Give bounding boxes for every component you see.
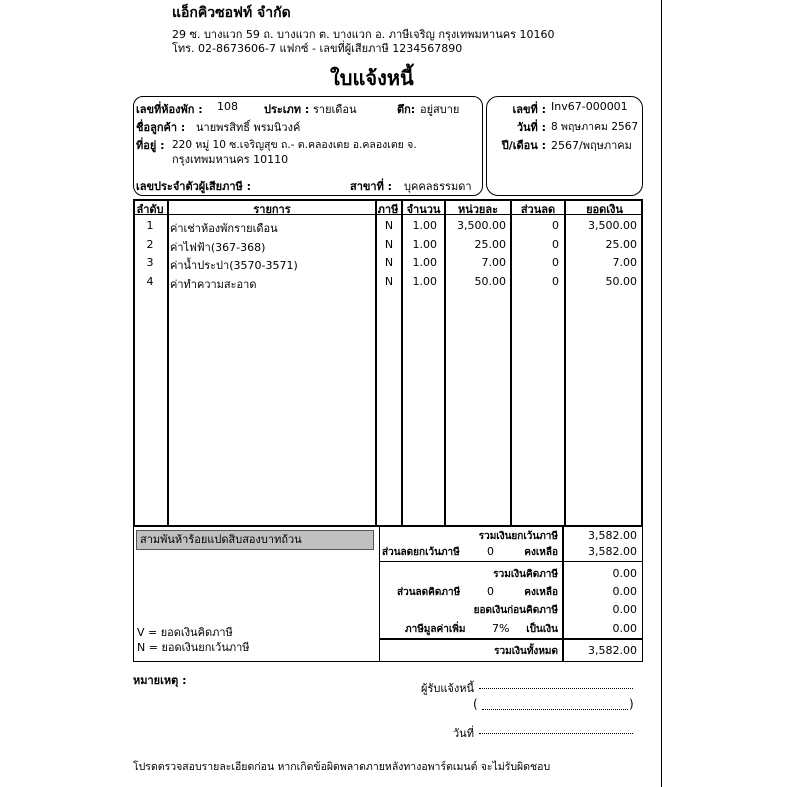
row-3-qty: 1.00 [412,256,437,269]
row-2-no: 2 [146,238,154,251]
doc-date-value: 8 พฤษภาคม 2567 [551,121,639,133]
row-1-amount: 3,500.00 [588,219,637,232]
doc-no-value: Inv67-000001 [551,100,628,113]
vat-remain-label: คงเหลือ [524,587,558,598]
vat-total-value: 0.00 [612,567,637,580]
type-value: รายเดือน [313,103,357,116]
col-header-amount: ยอดเงิน [586,203,623,216]
summary-bottom-border [133,661,643,662]
company-address: 29 ซ. บางแวก 59 ถ. บางแวก ต. บางแวก อ. ภาษีเจริญ กรุงเทพมหานคร 10160 [172,28,555,41]
row-3-vat: N [384,256,394,269]
vat-rate: 7% [492,622,510,635]
sign-date-label: วันที่ [453,727,474,740]
vat-remain-value: 0.00 [612,585,637,598]
row-2-price: 25.00 [474,238,506,251]
taxid-label: เลขประจำตัวผู้เสียภาษี : [136,180,252,193]
nonvat-disc-value: 0 [487,545,494,558]
row-1-qty: 1.00 [412,219,437,232]
summary-mid-divider [379,527,380,662]
summary-sep-2 [379,638,643,640]
doc-date-label: วันที่ : [516,121,546,134]
vat-disc-label: ส่วนลดคิดภาษี [397,587,461,598]
receiver-name-line [482,709,628,710]
row-3-price: 7.00 [481,256,506,269]
col-header-qty: จำนวน [406,203,441,216]
address-label: ที่อยู่ : [136,139,165,152]
doc-period-value: 2567/พฤษภาคม [551,139,632,152]
remark-label: หมายเหตุ : [133,674,187,687]
row-4-no: 4 [146,275,154,288]
row-2-vat: N [384,238,394,251]
nonvat-disc-label: ส่วนลดยกเว้นภาษี [382,547,460,558]
row-1-desc: ค่าเช่าห้องพักรายเดือน [170,222,278,235]
col-header-desc: รายการ [253,203,291,216]
branch-label: สาขาที่ : [350,180,393,193]
grand-total-label: รวมเงินทั้งหมด [494,646,558,657]
grand-total-value: 3,582.00 [588,644,637,657]
summary-right-border [642,527,643,662]
paren-close: ) [629,697,634,711]
col-header-disc: ส่วนลด [520,203,556,216]
doc-no-label: เลขที่ : [512,103,546,116]
pre-vat-value: 0.00 [612,603,637,616]
customer-name-value: นายพรสิทธิ์ พรมนิวงค์ [196,121,301,134]
page-edge [661,0,662,787]
row-4-desc: ค่าทำความสะอาด [170,278,257,291]
doc-period-label: ปี/เดือน : [501,139,546,152]
nonvat-total-label: รวมเงินยกเว้นภาษี [478,531,558,542]
row-2-disc: 0 [552,238,559,251]
row-4-vat: N [384,275,394,288]
vat-total-label: รวมเงินคิดภาษี [493,569,558,580]
document-title: ใบแจ้งหนี้ [330,66,414,90]
receiver-label: ผู้รับแจ้งหนี้ [421,682,475,695]
row-1-price: 3,500.00 [457,219,506,232]
row-3-desc: ค่าน้ำประปา(3570-3571) [170,259,298,272]
summary-left-border [133,527,134,662]
nonvat-remain-label: คงเหลือ [524,547,558,558]
room-label: เลขที่ห้องพัก : [136,103,203,116]
vat-label: ภาษีมูลค่าเพิ่ม [405,624,466,635]
col-divider-1 [167,199,169,527]
row-2-amount: 25.00 [605,238,637,251]
nonvat-total-value: 3,582.00 [588,529,637,542]
row-1-vat: N [384,219,394,232]
address-line2: กรุงเทพมหานคร 10110 [172,153,289,166]
row-3-no: 3 [146,256,154,269]
footer-note: โปรดตรวจสอบรายละเอียดก่อน หากเกิดข้อผิดพลาดภายหลังทางอพาร์ตเมนต์ จะไม่รับผิดชอบ [133,761,551,773]
customer-name-label: ชื่อลูกค้า : [136,121,186,134]
company-name: แอ็กคิวซอฟท์ จำกัด [172,5,291,21]
legend-v: V = ยอดเงินคิดภาษี [137,626,233,639]
row-2-desc: ค่าไฟฟ้า(367-368) [170,241,266,254]
paren-open: ( [473,697,478,711]
nonvat-remain-value: 3,582.00 [588,545,637,558]
building-label: ตึก: [397,103,416,116]
col-header-vat: ภาษี [377,203,399,216]
row-4-qty: 1.00 [412,275,437,288]
room-value: 108 [217,100,238,113]
row-3-disc: 0 [552,256,559,269]
pre-vat-label: ยอดเงินก่อนคิดภาษี [473,605,558,616]
row-1-no: 1 [146,219,154,232]
receiver-signature-line [479,688,633,689]
building-value: อยู่สบาย [420,103,460,116]
summary-sep-1 [379,561,643,562]
vat-disc-value: 0 [487,585,494,598]
sign-date-line [479,733,633,734]
amount-in-words: สามพันห้าร้อยแปดสิบสองบาทถ้วน [136,530,374,550]
company-contact: โทร. 02-8673606-7 แฟกซ์ - เลขที่ผู้เสียภาษี 1234567890 [172,42,463,55]
col-header-no: ลำดับ [136,203,164,216]
vat-amount-label: เป็นเงิน [526,624,558,635]
row-4-disc: 0 [552,275,559,288]
branch-value: บุคคลธรรมดา [404,180,472,193]
row-4-price: 50.00 [474,275,506,288]
row-3-amount: 7.00 [612,256,637,269]
row-4-amount: 50.00 [605,275,637,288]
col-header-price: หน่วยละ [457,203,499,216]
row-2-qty: 1.00 [412,238,437,251]
address-line1: 220 หมู่ 10 ซ.เจริญสุข ถ.- ต.คลองเตย อ.คลองเตย จ. [172,139,417,151]
summary-value-divider [562,527,564,662]
type-label: ประเภท : [264,103,310,116]
row-1-disc: 0 [552,219,559,232]
vat-amount-value: 0.00 [612,622,637,635]
legend-n: N = ยอดเงินยกเว้นภาษี [137,641,250,654]
